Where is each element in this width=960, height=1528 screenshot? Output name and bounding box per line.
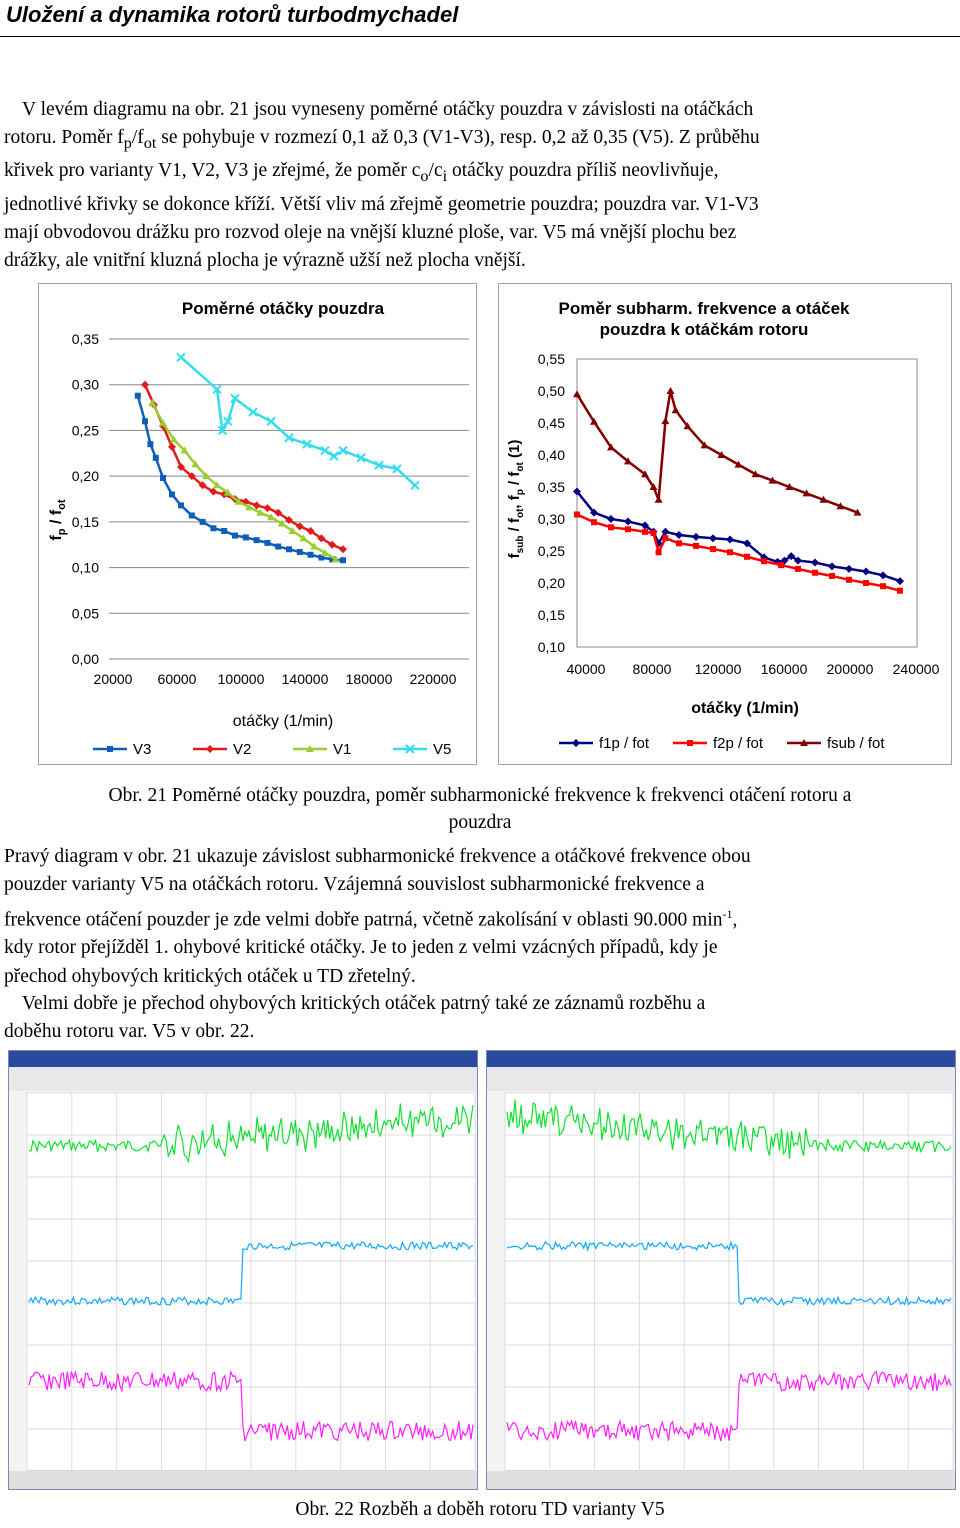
cl-point-0	[210, 525, 216, 531]
p2-line3-a: frekvence otáčení pouzder je zde velmi dobře patrná, včetně zakolísání v oblasti 90.000 min	[4, 909, 723, 931]
cr-legend-marker	[687, 740, 693, 746]
cl-legend-label: V2	[233, 741, 252, 758]
cr-ytick-label: 0,20	[537, 575, 565, 591]
cl-xtick-label: 60000	[157, 671, 197, 687]
cr-ytick-label: 0,15	[537, 607, 565, 623]
cl-legend-label: V3	[133, 741, 152, 758]
cl-point-0	[308, 552, 314, 558]
p2-line4: kdy rotor přejížděl 1. ohybové kritické otáčky. Je to jeden z velmi vzácných případů, kdy je	[4, 937, 718, 959]
cr-series-line-2	[577, 391, 858, 513]
p3-line1: Velmi dobře je přechod ohybových kritických otáček patrný také ze záznamů rozběhu a	[22, 993, 706, 1014]
p1-line3-c: otáčky pouzdra příliš neovlivňuje,	[447, 160, 719, 182]
cr-point-0	[896, 577, 904, 585]
cr-legend-marker	[572, 739, 580, 747]
cr-xtick-label: 120000	[694, 661, 742, 677]
p3-line2: doběhu rotoru var. V5 v obr. 22.	[4, 1021, 255, 1043]
cr-point-1	[574, 512, 580, 518]
cr-yl-sub3: p	[515, 489, 526, 496]
cr-ytick-label: 0,55	[537, 351, 565, 367]
window-toolbar	[9, 1067, 477, 1091]
cl-yl-mid: / f	[48, 509, 65, 529]
cl-ytick-label: 0,10	[71, 559, 99, 576]
cl-point-0	[340, 557, 346, 563]
cl-ytick-label: 0,00	[71, 651, 99, 667]
p1-line2-b: /f	[131, 127, 144, 149]
cr-point-1	[591, 519, 597, 525]
cl-point-3	[411, 481, 419, 489]
window-statusbar	[9, 1471, 477, 1489]
cr-legend-label: f2p / fot	[713, 735, 764, 752]
p1-line1: V levém diagramu na obr. 21 jsou vyneseny poměrné otáčky pouzdra v závislosti na otáčkách	[22, 99, 754, 120]
cl-legend-marker	[107, 746, 113, 752]
cl-legend-marker	[206, 745, 214, 753]
cr-point-1	[625, 526, 631, 532]
p2-line2: pouzder varianty V5 na otáčkách rotoru. Vzájemná souvislost subharmonické frekvence a	[4, 874, 705, 896]
cr-point-1	[710, 546, 716, 552]
cr-point-1	[795, 566, 801, 572]
window-statusbar	[487, 1471, 955, 1489]
cr-point-1	[656, 549, 662, 555]
cl-ytick-label: 0,30	[71, 376, 99, 393]
cl-point-1	[339, 545, 347, 553]
p2-line1: Pravý diagram v obr. 21 ukazuje závislost subharmonické frekvence a otáčkové frekvence obou	[4, 846, 751, 867]
cl-xtick-label: 180000	[345, 671, 393, 687]
p1-line3-a: křivek pro varianty V1, V2, V3 je zřejmé, že poměr c	[4, 160, 421, 182]
p2-line5: přechod ohybových kritických otáček u TD zřetelný.	[4, 965, 416, 987]
p1-line5: mají obvodovou drážku pro rozvod oleje na vnější kluzné ploše, var. V5 má vnější plochu bez	[4, 221, 737, 243]
cl-point-0	[264, 540, 270, 546]
cr-point-1	[651, 530, 657, 536]
header-title: Uložení a dynamika rotorů turbodmychadel	[6, 2, 459, 27]
cl-legend-label: V5	[433, 741, 452, 758]
cr-yl-sub1: sub	[515, 535, 526, 554]
cr-point-1	[812, 570, 818, 576]
chart-left-title: Poměrné otáčky pouzdra	[181, 299, 385, 318]
cl-point-0	[297, 549, 303, 555]
cr-yl-end: (1)	[506, 439, 523, 463]
chart-right	[499, 284, 951, 764]
paragraph-3	[4, 990, 956, 1047]
p1-line3-sub2: i	[442, 167, 448, 186]
cl-point-0	[160, 475, 166, 481]
cr-point-0	[811, 559, 819, 567]
cl-yl-main: f	[48, 535, 65, 541]
chart-right-title-line2: pouzdra k otáčkám rotoru	[599, 320, 809, 339]
scope-screenshot-left	[8, 1050, 478, 1490]
figure-21-caption-line2: pouzdra	[448, 812, 512, 833]
cr-point-1	[829, 573, 835, 579]
cl-yl-sub2: ot	[56, 499, 68, 510]
window-titlebar	[487, 1051, 955, 1067]
p1-line3-b: /c	[428, 160, 443, 182]
cl-point-0	[178, 502, 184, 508]
cr-yl-mid3: / f	[506, 471, 523, 490]
cl-ytick-label: 0,15	[71, 513, 99, 530]
cl-ytick-label: 0,25	[71, 422, 99, 439]
cl-point-0	[200, 519, 206, 525]
cr-point-0	[828, 562, 836, 570]
cl-point-1	[263, 504, 271, 512]
cr-yl-mid2: , f	[506, 495, 523, 509]
cr-point-1	[727, 549, 733, 555]
cl-xtick-label: 100000	[217, 671, 265, 687]
cl-point-0	[243, 534, 249, 540]
chart-left-ylabel	[48, 499, 68, 540]
cl-point-0	[169, 491, 175, 497]
p1-line4: jednotlivé křivky se dokonce kříží. Větší vliv má zřejmě geometrie pouzdra; pouzdra var. V1-V3	[4, 193, 759, 215]
cr-point-2	[655, 496, 663, 503]
p1-line6: drážky, ale vnitřní kluzná plocha je výrazně užší než plocha vnější.	[4, 250, 526, 272]
cr-xtick-label: 160000	[760, 661, 808, 677]
cl-series-line-1	[145, 385, 343, 550]
cl-point-3	[330, 452, 338, 460]
cr-point-0	[726, 535, 734, 543]
cr-yl-main: f	[506, 553, 523, 559]
cl-series-line-0	[138, 396, 343, 561]
figure-21-caption-line1: Obr. 21 Poměrné otáčky pouzdra, poměr subharmonické frekvence k frekvenci otáčení rotoru a	[108, 785, 852, 806]
cl-xtick-label: 140000	[281, 671, 329, 687]
paragraph-1	[4, 96, 956, 276]
cl-point-0	[286, 546, 292, 552]
p1-line2-sub1: p	[123, 134, 132, 153]
figure-21-caption	[0, 782, 960, 836]
cl-xtick-label: 20000	[93, 671, 133, 687]
cl-point-1	[141, 381, 149, 389]
cr-ytick-label: 0,40	[537, 447, 565, 463]
cr-yl-mid: / f	[506, 518, 523, 536]
window-toolbar	[487, 1067, 955, 1091]
cr-point-1	[676, 540, 682, 546]
chart-right-ylabel	[506, 440, 526, 559]
cr-point-0	[862, 567, 870, 575]
cr-point-0	[692, 533, 700, 541]
cl-yl-sub1: p	[56, 528, 68, 536]
cr-yl-sub4: ot	[515, 462, 526, 472]
cr-xtick-label: 200000	[826, 661, 874, 677]
cr-point-0	[845, 565, 853, 573]
cr-point-1	[693, 543, 699, 549]
cl-legend-label: V1	[333, 741, 352, 758]
cr-point-1	[863, 580, 869, 586]
cr-point-0	[624, 518, 632, 526]
cr-xtick-label: 80000	[632, 661, 672, 677]
cl-ytick-label: 0,05	[71, 605, 99, 622]
cr-xtick-label: 40000	[566, 661, 606, 677]
cr-point-1	[778, 562, 784, 568]
cr-ytick-label: 0,45	[537, 415, 565, 431]
cr-yl-sub2: ot	[515, 508, 526, 519]
cl-point-0	[135, 393, 141, 399]
p1-line2-sub2: ot	[143, 134, 157, 153]
cl-point-3	[267, 417, 275, 425]
window-titlebar	[9, 1051, 477, 1067]
cr-point-0	[709, 534, 717, 542]
header-rule	[0, 36, 960, 37]
cr-point-1	[897, 588, 903, 594]
cl-point-0	[142, 418, 148, 424]
cr-point-1	[880, 583, 886, 589]
cr-point-0	[607, 515, 615, 523]
p1-line2-a: rotoru. Poměr f	[4, 127, 124, 149]
cl-point-0	[147, 441, 153, 447]
cl-point-1	[168, 443, 176, 451]
cl-ytick-label: 0,35	[71, 331, 99, 347]
cr-point-2	[573, 390, 581, 397]
cl-point-0	[189, 512, 195, 518]
chart-right-frame	[498, 283, 952, 765]
cr-ytick-label: 0,35	[537, 479, 565, 495]
cl-point-3	[177, 353, 185, 361]
chart-right-title-line1: Poměr subharm. frekvence a otáček	[558, 299, 850, 318]
cr-point-1	[744, 554, 750, 560]
chart-right-xlabel: otáčky (1/min)	[691, 700, 799, 717]
cr-legend-label: fsub / fot	[827, 735, 885, 752]
p1-line3-sub1: o	[420, 167, 429, 186]
paragraph-2	[4, 843, 956, 991]
cr-legend-label: f1p / fot	[599, 735, 650, 752]
cr-point-1	[608, 524, 614, 530]
scope-screenshot-left-svg	[9, 1051, 477, 1489]
cr-point-1	[662, 535, 668, 541]
cr-plot-border	[577, 359, 917, 647]
cr-xtick-label: 240000	[892, 661, 940, 677]
p2-line3-sup: -1	[722, 906, 733, 921]
cr-ytick-label: 0,50	[537, 383, 565, 399]
cr-point-2	[672, 406, 680, 413]
chart-left-xlabel: otáčky (1/min)	[232, 713, 334, 730]
cr-ytick-label: 0,30	[537, 511, 565, 527]
chart-left-frame	[38, 283, 477, 765]
cr-point-1	[761, 558, 767, 564]
cl-point-0	[221, 528, 227, 534]
cr-point-0	[879, 571, 887, 579]
p1-line2-c: se pohybuje v rozmezí 0,1 až 0,3 (V1-V3), resp. 0,2 až 0,35 (V5). Z průběhu	[156, 127, 760, 149]
cr-point-1	[846, 577, 852, 583]
cr-point-2	[661, 417, 669, 424]
cl-point-3	[249, 408, 257, 416]
cr-point-2	[667, 387, 675, 394]
scope-screenshot-right	[486, 1050, 956, 1490]
cl-point-0	[275, 544, 281, 550]
cr-point-1	[642, 529, 648, 535]
chart-left	[39, 284, 476, 764]
cl-xtick-label: 220000	[409, 671, 457, 687]
cl-point-0	[153, 455, 159, 461]
cl-point-0	[254, 537, 260, 543]
cl-ytick-label: 0,20	[71, 468, 99, 485]
cl-point-0	[232, 533, 238, 539]
cr-point-0	[675, 531, 683, 539]
figure-22-caption: Obr. 22 Rozběh a doběh rotoru TD varianty V5	[295, 1499, 665, 1520]
p2-line3-b: ,	[732, 909, 738, 931]
scope-screenshot-right-svg	[487, 1051, 955, 1489]
cr-ytick-label: 0,10	[537, 639, 565, 655]
cr-ytick-label: 0,25	[537, 543, 565, 559]
